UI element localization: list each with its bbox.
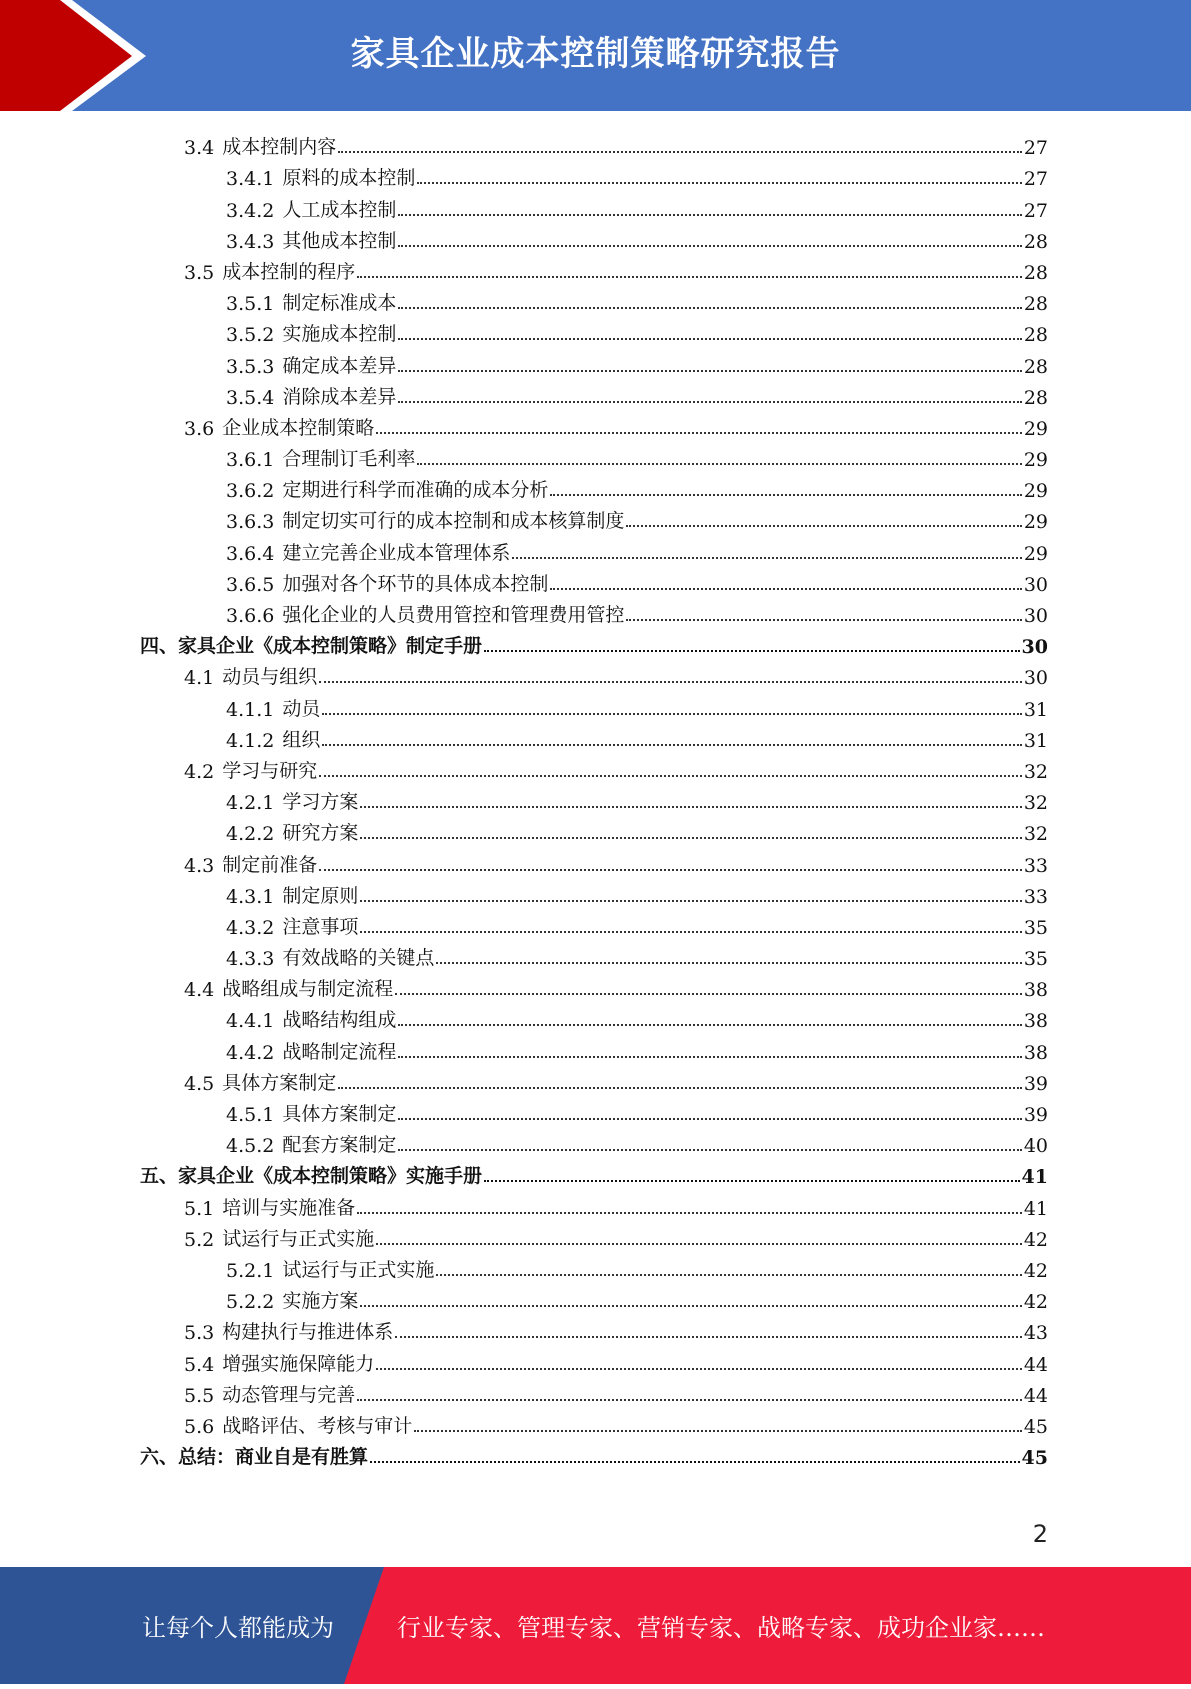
toc-entry[interactable] [140, 159, 1048, 190]
toc-entry-number: 3.6.5 [226, 573, 275, 596]
toc-entry-number: 5.1 [184, 1197, 215, 1220]
toc-entry-page: 41 [1021, 1166, 1048, 1189]
toc-entry-number: 5.3 [184, 1322, 215, 1345]
toc-entry-title: 注意事项 [282, 915, 359, 938]
toc-entry-number: 3.5.1 [226, 293, 275, 316]
toc-entry-number: 3.6.2 [226, 480, 275, 503]
toc-dot-leader [414, 1430, 1022, 1432]
toc-entry[interactable] [140, 939, 1048, 970]
toc-entry-page: 42 [1023, 1259, 1048, 1282]
toc-entry-page: 28 [1023, 293, 1048, 316]
toc-entry-page: 28 [1023, 324, 1048, 347]
toc-entry-number: 5.2.1 [226, 1259, 275, 1282]
toc-dot-leader [398, 1056, 1021, 1058]
toc-dot-leader [357, 1212, 1022, 1214]
toc-dot-leader [398, 1149, 1021, 1151]
toc-entry-title: 动态管理与完善 [222, 1383, 356, 1406]
toc-entry-title: 战略评估、考核与审计 [222, 1414, 413, 1437]
toc-entry-title: 定期进行科学而准确的成本分析 [282, 479, 549, 502]
toc-entry-number: 4.3 [184, 854, 215, 877]
toc-entry[interactable] [140, 845, 1048, 876]
toc-entry-page: 30 [1023, 605, 1048, 627]
toc-entry-page: 32 [1023, 823, 1048, 846]
page-number: 2 [1032, 1520, 1048, 1548]
toc-entry-number: 3.4 [184, 137, 215, 160]
toc-dot-leader [319, 775, 1022, 777]
toc-dot-leader [376, 432, 1022, 434]
toc-entry-page: 38 [1023, 1010, 1048, 1033]
toc-entry-title: 组织 [282, 728, 321, 751]
toc-entry-number: 3.6.3 [226, 511, 275, 534]
toc-dot-leader [395, 1336, 1022, 1338]
toc-entry-page: 30 [1021, 636, 1048, 659]
toc-entry[interactable] [140, 596, 1048, 627]
toc-entry-number: 3.6.6 [226, 605, 275, 627]
toc-entry-title: 四、家具企业《成本控制策略》制定手册 [140, 635, 483, 658]
toc-entry-number: 3.5.4 [226, 386, 275, 409]
toc-entry-title: 合理制订毛利率 [282, 448, 416, 471]
page-header [0, 0, 1191, 111]
toc-entry-page: 29 [1023, 542, 1048, 565]
toc-entry-page: 35 [1023, 948, 1048, 971]
toc-entry[interactable] [140, 1220, 1048, 1251]
toc-entry-title: 六、总结：商业自是有胜算 [140, 1446, 369, 1469]
toc-entry-number: 4.3.3 [226, 948, 275, 971]
toc-entry-title: 人工成本控制 [282, 198, 397, 221]
toc-entry-number: 4.1 [184, 667, 215, 690]
toc-entry-title: 有效战略的关键点 [282, 947, 435, 970]
toc-dot-leader [484, 1180, 1020, 1182]
toc-entry-page: 30 [1023, 573, 1048, 596]
toc-entry-page: 44 [1023, 1353, 1048, 1376]
toc-dot-leader [338, 1087, 1022, 1089]
toc-entry-number: 5.2 [184, 1228, 215, 1251]
toc-entry-title: 实施方案 [282, 1290, 359, 1313]
footer-slogan-right: 行业专家、管理专家、营销专家、战略专家、成功企业家…… [397, 1614, 1045, 1642]
toc-entry-title: 构建执行与推进体系 [222, 1321, 394, 1344]
toc-dot-leader [398, 1118, 1021, 1120]
toc-entry-title: 试运行与正式实施 [222, 1227, 375, 1250]
table-of-contents [140, 128, 1048, 1469]
toc-dot-leader [319, 869, 1022, 871]
toc-dot-leader [436, 1274, 1021, 1276]
toc-dot-leader [398, 307, 1021, 309]
toc-entry[interactable] [140, 253, 1048, 284]
toc-dot-leader [398, 401, 1021, 403]
toc-entry-title: 研究方案 [282, 822, 359, 845]
toc-entry[interactable] [140, 409, 1048, 440]
toc-entry-number: 4.5.1 [226, 1104, 275, 1126]
toc-entry-number: 3.5.2 [226, 324, 275, 347]
toc-entry[interactable] [140, 440, 1048, 471]
toc-entry-number: 4.4.1 [226, 1010, 275, 1033]
toc-entry-page: 33 [1023, 885, 1048, 908]
toc-entry[interactable] [140, 1095, 1048, 1126]
toc-entry-title: 战略结构组成 [282, 1009, 397, 1032]
toc-dot-leader [322, 713, 1021, 715]
toc-entry-title: 试运行与正式实施 [282, 1258, 435, 1281]
toc-entry[interactable] [140, 689, 1048, 720]
toc-entry-page: 27 [1023, 199, 1048, 222]
toc-entry[interactable] [140, 346, 1048, 377]
toc-entry-title: 具体方案制定 [282, 1103, 397, 1125]
toc-entry-number: 4.4 [184, 979, 215, 1002]
toc-dot-leader [360, 900, 1021, 902]
toc-entry-page: 44 [1023, 1384, 1048, 1407]
toc-entry-page: 33 [1023, 854, 1048, 877]
toc-entry-number: 3.4.1 [226, 168, 275, 191]
toc-entry-page: 38 [1023, 979, 1048, 1002]
toc-entry-title: 战略组成与制定流程 [222, 978, 394, 1001]
toc-entry-page: 31 [1023, 698, 1048, 721]
toc-entry[interactable] [140, 752, 1048, 783]
toc-entry-page: 28 [1023, 230, 1048, 253]
toc-entry-number: 4.5 [184, 1072, 215, 1095]
toc-entry-page: 29 [1023, 417, 1048, 440]
toc-entry[interactable] [140, 565, 1048, 596]
toc-entry-number: 4.3.2 [226, 916, 275, 939]
toc-entry-title: 建立完善企业成本管理体系 [282, 541, 511, 564]
toc-entry-number: 4.5.2 [226, 1135, 275, 1158]
toc-entry[interactable] [140, 533, 1048, 564]
toc-dot-leader [512, 557, 1021, 559]
toc-entry-number: 3.6 [184, 417, 215, 440]
toc-entry-title: 战略制定流程 [282, 1040, 397, 1063]
toc-dot-leader [322, 744, 1021, 746]
toc-entry-title: 成本控制的程序 [222, 260, 356, 283]
toc-entry[interactable] [140, 970, 1048, 1001]
toc-entry-title: 企业成本控制策略 [222, 416, 375, 439]
toc-entry-title: 动员 [282, 697, 321, 720]
toc-entry-title: 培训与实施准备 [222, 1196, 356, 1219]
toc-entry-title: 加强对各个环节的具体成本控制 [282, 572, 549, 595]
toc-entry[interactable] [140, 783, 1048, 814]
toc-entry-number: 5.2.2 [226, 1291, 275, 1314]
toc-entry-page: 29 [1023, 480, 1048, 503]
toc-dot-leader [398, 214, 1021, 216]
toc-dot-leader [376, 1368, 1022, 1370]
toc-entry-number: 3.6.4 [226, 542, 275, 565]
toc-entry[interactable] [140, 1126, 1048, 1157]
toc-entry[interactable] [140, 721, 1048, 752]
toc-entry-title: 动员与组织 [222, 666, 318, 689]
toc-entry[interactable] [140, 315, 1048, 346]
toc-entry[interactable] [140, 1282, 1048, 1313]
toc-entry[interactable] [140, 1001, 1048, 1032]
toc-entry-page: 32 [1023, 792, 1048, 815]
toc-entry-number: 5.4 [184, 1353, 215, 1376]
toc-entry[interactable] [140, 1251, 1048, 1282]
toc-dot-leader [398, 370, 1021, 372]
toc-entry-title: 其他成本控制 [282, 229, 397, 252]
toc-entry-number: 3.5.3 [226, 355, 275, 378]
footer-slogan-left: 让每个人都能成为 [142, 1614, 334, 1642]
toc-entry-page: 42 [1023, 1291, 1048, 1314]
toc-dot-leader [550, 588, 1021, 590]
toc-entry-title: 制定标准成本 [282, 292, 397, 315]
toc-entry-title: 配套方案制定 [282, 1134, 397, 1157]
toc-dot-leader [319, 681, 1022, 683]
toc-dot-leader [417, 182, 1021, 184]
toc-entry-number: 4.1.1 [226, 698, 275, 721]
toc-entry[interactable] [140, 1188, 1048, 1219]
toc-entry-number: 5.5 [184, 1384, 215, 1407]
toc-entry[interactable] [140, 1157, 1048, 1188]
toc-dot-leader [626, 619, 1021, 621]
toc-entry-page: 45 [1023, 1415, 1048, 1438]
toc-entry-page: 27 [1023, 168, 1048, 191]
toc-entry[interactable] [140, 877, 1048, 908]
toc-dot-leader [360, 837, 1021, 839]
toc-dot-leader [360, 806, 1021, 808]
page-footer [0, 1567, 1191, 1684]
toc-entry-title: 增强实施保障能力 [222, 1352, 375, 1375]
toc-entry-title: 制定原则 [282, 884, 359, 907]
toc-entry-title: 消除成本差异 [282, 385, 397, 408]
toc-entry-number: 3.4.2 [226, 199, 275, 222]
toc-dot-leader [395, 993, 1022, 995]
toc-entry-title: 学习与研究 [222, 759, 318, 782]
document-title: 家具企业成本控制策略研究报告 [350, 34, 841, 74]
toc-entry[interactable] [140, 908, 1048, 939]
toc-dot-leader [626, 525, 1021, 527]
toc-entry-title: 成本控制内容 [222, 136, 337, 159]
toc-entry-page: 39 [1023, 1104, 1048, 1126]
toc-entry-page: 27 [1023, 137, 1048, 160]
toc-entry-number: 4.2 [184, 760, 215, 783]
toc-entry[interactable] [140, 814, 1048, 845]
toc-entry[interactable] [140, 1344, 1048, 1375]
toc-dot-leader [370, 1461, 1020, 1463]
toc-entry-title: 确定成本差异 [282, 354, 397, 377]
toc-dot-leader [484, 650, 1020, 652]
toc-entry-title: 具体方案制定 [222, 1071, 337, 1094]
toc-dot-leader [436, 962, 1021, 964]
toc-entry-title: 制定前准备 [222, 853, 318, 876]
toc-entry-number: 4.1.2 [226, 729, 275, 752]
toc-dot-leader [338, 151, 1022, 153]
toc-entry[interactable] [140, 190, 1048, 221]
toc-entry-number: 4.4.2 [226, 1041, 275, 1064]
toc-entry-number: 3.5 [184, 261, 215, 284]
toc-entry-page: 42 [1023, 1228, 1048, 1251]
toc-entry[interactable] [140, 128, 1048, 159]
toc-entry-page: 31 [1023, 729, 1048, 752]
toc-dot-leader [357, 1399, 1022, 1401]
toc-entry-title: 原料的成本控制 [282, 167, 416, 190]
toc-dot-leader [398, 338, 1021, 340]
toc-entry-title: 强化企业的人员费用管控和管理费用管控 [282, 604, 625, 626]
toc-entry-page: 28 [1023, 261, 1048, 284]
toc-entry-page: 43 [1023, 1322, 1048, 1345]
toc-entry-page: 28 [1023, 355, 1048, 378]
toc-entry[interactable] [140, 284, 1048, 315]
toc-dot-leader [376, 1243, 1022, 1245]
toc-dot-leader [360, 1305, 1021, 1307]
toc-entry-title: 学习方案 [282, 791, 359, 814]
toc-dot-leader [360, 931, 1021, 933]
toc-entry-title: 制定切实可行的成本控制和成本核算制度 [282, 510, 625, 533]
toc-dot-leader [550, 494, 1021, 496]
toc-dot-leader [417, 463, 1021, 465]
toc-entry[interactable] [140, 1376, 1048, 1407]
toc-entry[interactable] [140, 658, 1048, 689]
toc-entry-page: 29 [1023, 449, 1048, 472]
toc-entry-page: 35 [1023, 916, 1048, 939]
toc-entry-page: 40 [1023, 1135, 1048, 1158]
toc-entry-number: 5.6 [184, 1415, 215, 1438]
toc-entry-number: 4.2.1 [226, 792, 275, 815]
toc-entry-page: 38 [1023, 1041, 1048, 1064]
toc-entry[interactable] [140, 471, 1048, 502]
toc-entry[interactable] [140, 1407, 1048, 1438]
toc-entry-title: 五、家具企业《成本控制策略》实施手册 [140, 1165, 483, 1188]
toc-entry-page: 41 [1023, 1197, 1048, 1220]
toc-entry-number: 4.3.1 [226, 885, 275, 908]
toc-dot-leader [398, 245, 1021, 247]
toc-entry[interactable] [140, 378, 1048, 409]
toc-entry[interactable] [140, 1064, 1048, 1095]
toc-dot-leader [357, 276, 1022, 278]
toc-entry[interactable] [140, 1313, 1048, 1344]
toc-entry[interactable] [140, 222, 1048, 253]
toc-entry-page: 29 [1023, 511, 1048, 534]
toc-entry-page: 30 [1023, 667, 1048, 690]
toc-entry[interactable] [140, 1032, 1048, 1063]
toc-entry-title: 实施成本控制 [282, 323, 397, 346]
toc-entry[interactable] [140, 627, 1048, 658]
toc-dot-leader [398, 1024, 1021, 1026]
toc-entry[interactable] [140, 1438, 1048, 1469]
toc-entry-number: 3.6.1 [226, 449, 275, 472]
toc-entry[interactable] [140, 502, 1048, 533]
toc-entry-page: 39 [1023, 1072, 1048, 1095]
toc-entry-number: 4.2.2 [226, 823, 275, 846]
toc-entry-page: 45 [1021, 1447, 1048, 1470]
toc-entry-page: 28 [1023, 386, 1048, 409]
toc-entry-number: 3.4.3 [226, 230, 275, 253]
toc-entry-page: 32 [1023, 760, 1048, 783]
